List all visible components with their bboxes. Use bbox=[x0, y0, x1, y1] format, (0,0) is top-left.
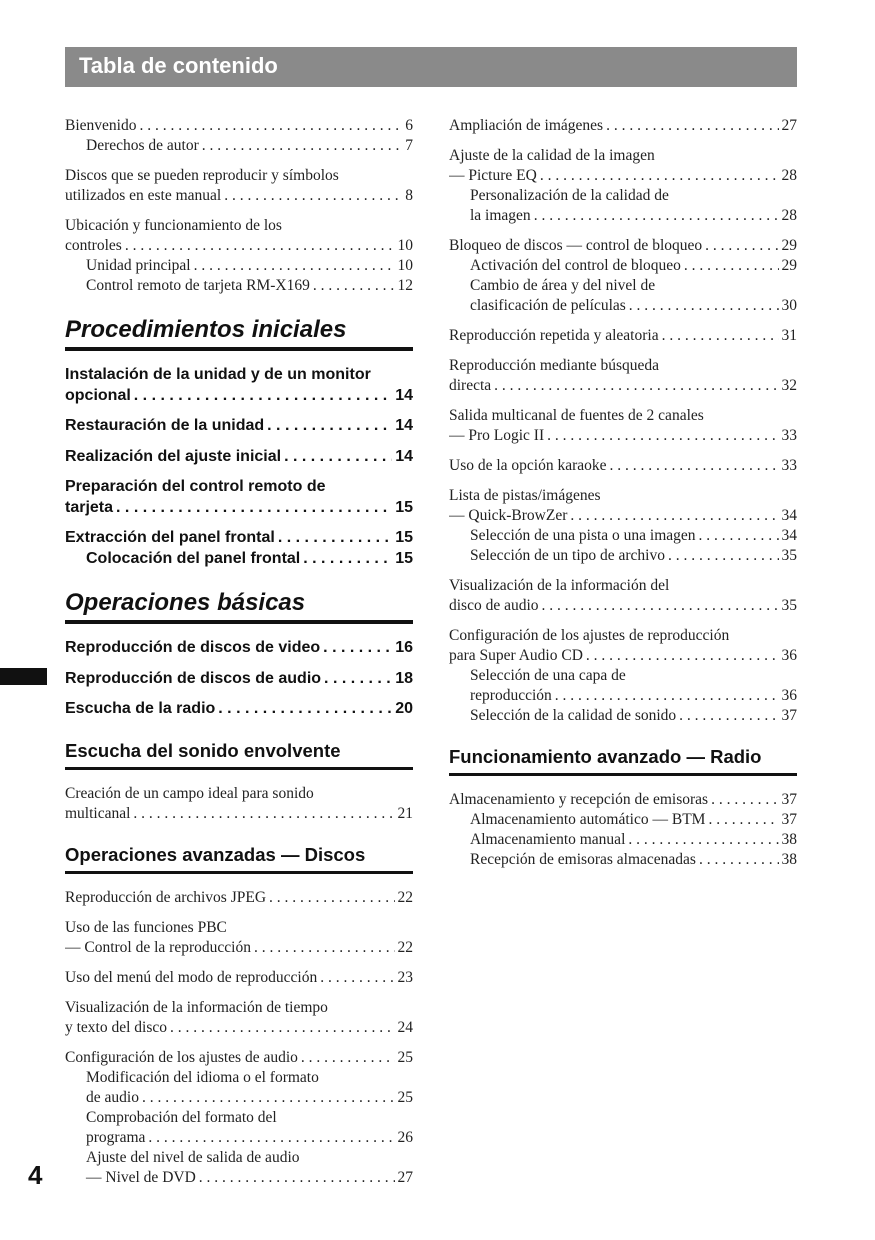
toc-entry-group bbox=[65, 528, 413, 569]
toc-page-number: 30 bbox=[781, 297, 797, 314]
dot-leader bbox=[320, 638, 392, 659]
toc-entry bbox=[65, 998, 413, 1018]
toc-entry-title: controles bbox=[65, 237, 122, 254]
dot-leader bbox=[696, 526, 779, 546]
toc-block bbox=[65, 784, 413, 824]
toc-entry-title: Extracción del panel frontal bbox=[65, 529, 275, 546]
dot-leader bbox=[583, 646, 779, 666]
toc-entry-title: Configuración de los ajustes de audio bbox=[65, 1048, 298, 1066]
dot-leader bbox=[681, 256, 779, 276]
toc-subentry bbox=[449, 546, 797, 566]
toc-entry-title: opcional bbox=[65, 386, 131, 404]
dot-leader bbox=[625, 830, 778, 850]
toc-page-number: 28 bbox=[781, 207, 797, 224]
toc-block bbox=[65, 365, 413, 569]
toc-entry bbox=[449, 626, 797, 646]
toc-entry-title: Ajuste de la calidad de la imagen bbox=[449, 147, 655, 164]
toc-entry-title: Creación de un campo ideal para sonido bbox=[65, 784, 314, 802]
toc-entry bbox=[65, 416, 413, 437]
toc-entry bbox=[449, 356, 797, 376]
toc-entry bbox=[65, 1048, 413, 1068]
toc-entry-title: Almacenamiento manual bbox=[470, 831, 626, 848]
toc-entry bbox=[449, 116, 797, 136]
toc-page-number: 22 bbox=[397, 888, 413, 906]
toc-subentry bbox=[449, 666, 797, 686]
toc-entry-title: Ajuste del nivel de salida de audio bbox=[86, 1148, 300, 1166]
toc-entry-group bbox=[449, 326, 797, 346]
toc-entry-title: tarjeta bbox=[65, 498, 114, 516]
toc-entry-group bbox=[65, 699, 413, 720]
toc-subentry bbox=[449, 296, 797, 316]
toc-entry-title: Reproducción de archivos JPEG bbox=[65, 888, 267, 906]
toc-entry-group bbox=[65, 447, 413, 468]
toc-entry-title: directa bbox=[449, 377, 492, 394]
section-heading-sonido-envolvente: Escucha del sonido envolvente bbox=[65, 740, 413, 770]
section-heading-procedimientos-iniciales: Procedimientos iniciales bbox=[65, 316, 413, 351]
toc-entry-title: Reproducción repetida y aleatoria bbox=[449, 327, 659, 344]
dot-leader bbox=[544, 426, 778, 446]
toc-entry-title: Reproducción de discos de audio bbox=[65, 669, 322, 687]
toc-entry-title: Selección de una pista o una imagen bbox=[470, 527, 696, 544]
toc-entry-title: Cambio de área y del nivel de bbox=[470, 277, 656, 294]
toc-entry-title: Visualización de la información de tiempo bbox=[65, 998, 328, 1016]
toc-entry-group bbox=[65, 166, 413, 206]
toc-entry bbox=[449, 506, 797, 526]
toc-entry bbox=[65, 386, 413, 407]
toc-entry-title: Realización del ajuste inicial bbox=[65, 447, 282, 465]
toc-entry-title: para Super Audio CD bbox=[449, 647, 583, 664]
toc-entry-title: Restauración de la unidad bbox=[65, 417, 265, 434]
toc-entry-title: — Quick-BrowZer bbox=[449, 507, 568, 524]
dot-leader bbox=[196, 1168, 395, 1188]
toc-entry bbox=[65, 216, 413, 236]
toc-entry-title: — Control de la reproducción bbox=[65, 938, 251, 956]
toc-block bbox=[65, 638, 413, 720]
toc-entry bbox=[65, 477, 413, 498]
toc-page-number: 6 bbox=[405, 117, 413, 134]
toc-entry bbox=[65, 699, 413, 720]
toc-entry-group bbox=[65, 784, 413, 824]
toc-page-number: 22 bbox=[397, 938, 413, 956]
toc-entry-title: Almacenamiento automático — BTM bbox=[470, 811, 706, 828]
dot-leader bbox=[275, 528, 392, 549]
toc-entry bbox=[65, 186, 413, 206]
toc-page-number: 27 bbox=[397, 1168, 413, 1186]
toc-entry-title: Uso de las funciones PBC bbox=[65, 918, 227, 936]
dot-leader bbox=[705, 810, 778, 830]
toc-entry-title: — Picture EQ bbox=[449, 167, 537, 184]
toc-entry-group bbox=[65, 918, 413, 958]
toc-entry-title: Configuración de los ajustes de reproducción bbox=[449, 627, 730, 644]
toc-subentry bbox=[65, 549, 413, 570]
page-title: Tabla de contenido bbox=[79, 53, 278, 78]
toc-block bbox=[65, 888, 413, 1188]
dot-leader bbox=[552, 686, 779, 706]
dot-leader bbox=[665, 546, 779, 566]
dot-leader bbox=[139, 1088, 395, 1108]
toc-subentry bbox=[65, 1128, 413, 1148]
dot-leader bbox=[702, 236, 778, 256]
toc-entry-group bbox=[65, 998, 413, 1038]
toc-entry bbox=[65, 638, 413, 659]
toc-entry-group bbox=[449, 790, 797, 870]
toc-entry-title: Unidad principal bbox=[86, 257, 191, 274]
toc-entry bbox=[65, 804, 413, 824]
toc-subentry bbox=[449, 850, 797, 870]
toc-subentry bbox=[449, 526, 797, 546]
toc-page-number: 38 bbox=[781, 851, 797, 868]
dot-leader bbox=[191, 256, 395, 276]
toc-entry-title: Uso del menú del modo de reproducción bbox=[65, 968, 318, 986]
dot-leader bbox=[298, 1048, 395, 1068]
toc-entry-title: Colocación del panel frontal bbox=[86, 549, 301, 567]
toc-entry bbox=[449, 236, 797, 256]
toc-page-number: 16 bbox=[395, 639, 413, 656]
toc-entry-title: Visualización de la información del bbox=[449, 577, 670, 594]
toc-subentry bbox=[449, 686, 797, 706]
toc-page-number: 25 bbox=[397, 1048, 413, 1066]
toc-entry-group bbox=[449, 456, 797, 476]
toc-page-number: 21 bbox=[397, 804, 413, 822]
dot-leader bbox=[696, 850, 779, 870]
toc-entry-title: programa bbox=[86, 1128, 146, 1146]
toc-entry-title: Salida multicanal de fuentes de 2 canales bbox=[449, 407, 704, 424]
toc-page-number: 32 bbox=[781, 377, 797, 394]
toc-block bbox=[65, 116, 413, 296]
toc-page-number: 28 bbox=[781, 167, 797, 184]
toc-entry-group bbox=[65, 416, 413, 437]
dot-leader bbox=[676, 706, 778, 726]
toc-entry bbox=[65, 784, 413, 804]
toc-entry-group bbox=[449, 406, 797, 446]
toc-entry-title: Selección de una capa de bbox=[470, 667, 626, 684]
toc-subentry bbox=[65, 256, 413, 276]
toc-entry-title: — Pro Logic II bbox=[449, 427, 545, 444]
toc-page-number: 37 bbox=[781, 707, 797, 724]
dot-leader bbox=[215, 699, 392, 720]
toc-page-number: 10 bbox=[397, 257, 413, 274]
toc-page-number: 12 bbox=[397, 277, 413, 294]
dot-leader bbox=[199, 136, 402, 156]
section-heading-funcionamiento-avanzado-radio: Funcionamiento avanzado — Radio bbox=[449, 746, 797, 776]
toc-entry-title: multicanal bbox=[65, 804, 131, 822]
toc-page-number: 38 bbox=[781, 831, 797, 848]
dot-leader bbox=[113, 498, 392, 519]
toc-subentry bbox=[65, 1148, 413, 1168]
toc-entry-title: clasificación de películas bbox=[470, 297, 626, 314]
toc-page-number: 15 bbox=[395, 498, 413, 516]
dot-leader bbox=[131, 386, 392, 407]
toc-entry bbox=[449, 790, 797, 810]
toc-page-number: 33 bbox=[781, 427, 797, 444]
toc-entry-group bbox=[449, 486, 797, 566]
toc-entry-group bbox=[65, 116, 413, 156]
section-heading-operaciones-basicas: Operaciones básicas bbox=[65, 589, 413, 624]
toc-subentry bbox=[449, 256, 797, 276]
dot-leader bbox=[266, 888, 394, 908]
toc-entry-title: reproducción bbox=[470, 687, 552, 704]
toc-entry-title: Bienvenido bbox=[65, 117, 137, 134]
toc-entry-title: utilizados en este manual bbox=[65, 187, 222, 204]
toc-entry bbox=[449, 146, 797, 166]
toc-block bbox=[449, 116, 797, 726]
dot-leader bbox=[300, 549, 392, 570]
toc-entry-group bbox=[65, 216, 413, 296]
toc-subentry bbox=[449, 206, 797, 226]
dot-leader bbox=[167, 1018, 394, 1038]
toc-page-number: 36 bbox=[781, 687, 797, 704]
toc-page-number: 14 bbox=[395, 417, 413, 434]
toc-entry-title: Instalación de la unidad y de un monitor bbox=[65, 366, 371, 383]
toc-entry bbox=[65, 528, 413, 549]
dot-leader bbox=[708, 790, 778, 810]
dot-leader bbox=[145, 1128, 394, 1148]
dot-leader bbox=[531, 206, 779, 226]
section-heading-operaciones-avanzadas-discos: Operaciones avanzadas — Discos bbox=[65, 844, 413, 874]
toc-page-number: 15 bbox=[395, 549, 413, 567]
dot-leader bbox=[659, 326, 779, 346]
toc-page-number: 34 bbox=[781, 527, 797, 544]
dot-leader bbox=[310, 276, 395, 296]
toc-entry-group bbox=[449, 116, 797, 136]
toc-entry bbox=[65, 116, 413, 136]
dot-leader bbox=[130, 804, 394, 824]
toc-page-number: 14 bbox=[395, 447, 413, 465]
dot-leader bbox=[626, 296, 779, 316]
toc-block bbox=[449, 790, 797, 870]
toc-entry-group bbox=[449, 236, 797, 316]
toc-subentry bbox=[65, 1168, 413, 1188]
toc-page-number: 8 bbox=[405, 187, 413, 204]
toc-entry bbox=[65, 365, 413, 386]
toc-subentry bbox=[65, 136, 413, 156]
toc-entry bbox=[65, 888, 413, 908]
toc-subentry bbox=[65, 1108, 413, 1128]
dot-leader bbox=[264, 416, 392, 437]
toc-entry-title: Ampliación de imágenes bbox=[449, 117, 604, 134]
toc-page-number: 25 bbox=[397, 1088, 413, 1106]
toc-entry-group bbox=[65, 477, 413, 518]
toc-entry-title: — Nivel de DVD bbox=[86, 1168, 196, 1186]
toc-entry-title: Reproducción de discos de video bbox=[65, 639, 321, 656]
dot-leader bbox=[321, 669, 392, 690]
toc-entry-title: Preparación del control remoto de bbox=[65, 478, 326, 495]
toc-page-number: 27 bbox=[781, 117, 797, 134]
toc-subentry bbox=[449, 186, 797, 206]
toc-entry bbox=[65, 236, 413, 256]
page-number: 4 bbox=[28, 1160, 43, 1190]
toc-entry-title: de audio bbox=[86, 1088, 139, 1106]
toc-entry-title: Reproducción mediante búsqueda bbox=[449, 357, 660, 374]
dot-leader bbox=[122, 236, 395, 256]
toc-page-number: 20 bbox=[395, 700, 413, 717]
toc-entry bbox=[65, 918, 413, 938]
toc-entry-title: Lista de pistas/imágenes bbox=[449, 487, 601, 504]
toc-entry-group bbox=[65, 888, 413, 908]
toc-page-number: 10 bbox=[397, 237, 413, 254]
dot-leader bbox=[281, 447, 392, 468]
toc-entry-group bbox=[65, 638, 413, 659]
toc-entry-group bbox=[449, 626, 797, 726]
toc-entry bbox=[65, 968, 413, 988]
toc-entry bbox=[449, 326, 797, 346]
toc-entry bbox=[65, 1018, 413, 1038]
toc-page-number: 23 bbox=[397, 968, 413, 986]
toc-entry bbox=[65, 166, 413, 186]
toc-page-number: 37 bbox=[781, 811, 797, 828]
toc-entry-group bbox=[449, 356, 797, 396]
section-tab-marker bbox=[0, 668, 47, 685]
toc-page-number: 35 bbox=[781, 547, 797, 564]
toc-entry-title: disco de audio bbox=[449, 597, 539, 614]
toc-entry-title: y texto del disco bbox=[65, 1018, 168, 1036]
toc-page-number: 31 bbox=[781, 327, 797, 344]
toc-page-number: 15 bbox=[395, 529, 413, 546]
toc-entry bbox=[449, 166, 797, 186]
toc-entry-title: la imagen bbox=[470, 207, 531, 224]
toc-subentry bbox=[449, 810, 797, 830]
toc-entry-title: Recepción de emisoras almacenadas bbox=[470, 851, 696, 868]
dot-leader bbox=[603, 116, 778, 136]
title-bar bbox=[65, 47, 797, 87]
toc-page-number: 36 bbox=[781, 647, 797, 664]
toc-entry-title: Bloqueo de discos — control de bloqueo bbox=[449, 237, 703, 254]
toc-entry-title: Escucha de la radio bbox=[65, 700, 216, 717]
toc-entry-group bbox=[65, 669, 413, 690]
toc-entry-group bbox=[65, 968, 413, 988]
dot-leader bbox=[539, 596, 779, 616]
toc-page-number: 33 bbox=[781, 457, 797, 474]
toc-page-number: 37 bbox=[781, 791, 797, 808]
toc-right-column bbox=[449, 116, 797, 880]
toc-entry bbox=[449, 596, 797, 616]
toc-entry-group bbox=[65, 1048, 413, 1188]
dot-leader bbox=[567, 506, 778, 526]
toc-entry bbox=[449, 486, 797, 506]
toc-entry-title: Selección de un tipo de archivo bbox=[470, 547, 665, 564]
toc-entry-title: Selección de la calidad de sonido bbox=[470, 707, 677, 724]
dot-leader bbox=[317, 968, 394, 988]
toc-page-number: 35 bbox=[781, 597, 797, 614]
toc-entry bbox=[449, 376, 797, 396]
toc-entry-title: Activación del control de bloqueo bbox=[470, 257, 681, 274]
dot-leader bbox=[607, 456, 779, 476]
toc-entry bbox=[65, 498, 413, 519]
toc-entry-title: Comprobación del formato del bbox=[86, 1108, 277, 1126]
dot-leader bbox=[136, 116, 402, 136]
toc-entry-title: Ubicación y funcionamiento de los bbox=[65, 217, 282, 234]
toc-entry bbox=[65, 938, 413, 958]
toc-entry bbox=[449, 426, 797, 446]
toc-page-number: 26 bbox=[397, 1128, 413, 1146]
toc-entry-group bbox=[449, 146, 797, 226]
toc-entry bbox=[65, 447, 413, 468]
toc-page-number: 29 bbox=[781, 257, 797, 274]
toc-page-number: 29 bbox=[781, 237, 797, 254]
toc-subentry bbox=[449, 706, 797, 726]
toc-entry bbox=[449, 406, 797, 426]
toc-page-number: 7 bbox=[405, 137, 413, 154]
toc-entry-title: Uso de la opción karaoke bbox=[449, 457, 607, 474]
toc-page-number: 18 bbox=[395, 669, 413, 687]
toc-entry-title: Personalización de la calidad de bbox=[470, 187, 669, 204]
toc-page-number: 34 bbox=[781, 507, 797, 524]
toc-entry-title: Discos que se pueden reproducir y símbolos bbox=[65, 167, 339, 184]
toc-page-number: 24 bbox=[397, 1018, 413, 1036]
toc-entry-group bbox=[65, 365, 413, 406]
toc-subentry bbox=[449, 830, 797, 850]
toc-page-number: 14 bbox=[395, 386, 413, 404]
toc-entry-group bbox=[449, 576, 797, 616]
dot-leader bbox=[221, 186, 402, 206]
toc-left-column bbox=[65, 116, 413, 1198]
dot-leader bbox=[491, 376, 778, 396]
toc-entry bbox=[65, 669, 413, 690]
dot-leader bbox=[537, 166, 779, 186]
toc-entry bbox=[449, 456, 797, 476]
toc-subentry bbox=[65, 1088, 413, 1108]
toc-entry bbox=[449, 576, 797, 596]
dot-leader bbox=[251, 938, 395, 958]
toc-subentry bbox=[65, 276, 413, 296]
toc-entry-title: Modificación del idioma o el formato bbox=[86, 1068, 319, 1086]
toc-entry-title: Almacenamiento y recepción de emisoras bbox=[449, 791, 709, 808]
toc-subentry bbox=[65, 1068, 413, 1088]
toc-entry-title: Control remoto de tarjeta RM-X169 bbox=[86, 277, 310, 294]
toc-entry-title: Derechos de autor bbox=[86, 137, 199, 154]
toc-entry bbox=[449, 646, 797, 666]
toc-subentry bbox=[449, 276, 797, 296]
